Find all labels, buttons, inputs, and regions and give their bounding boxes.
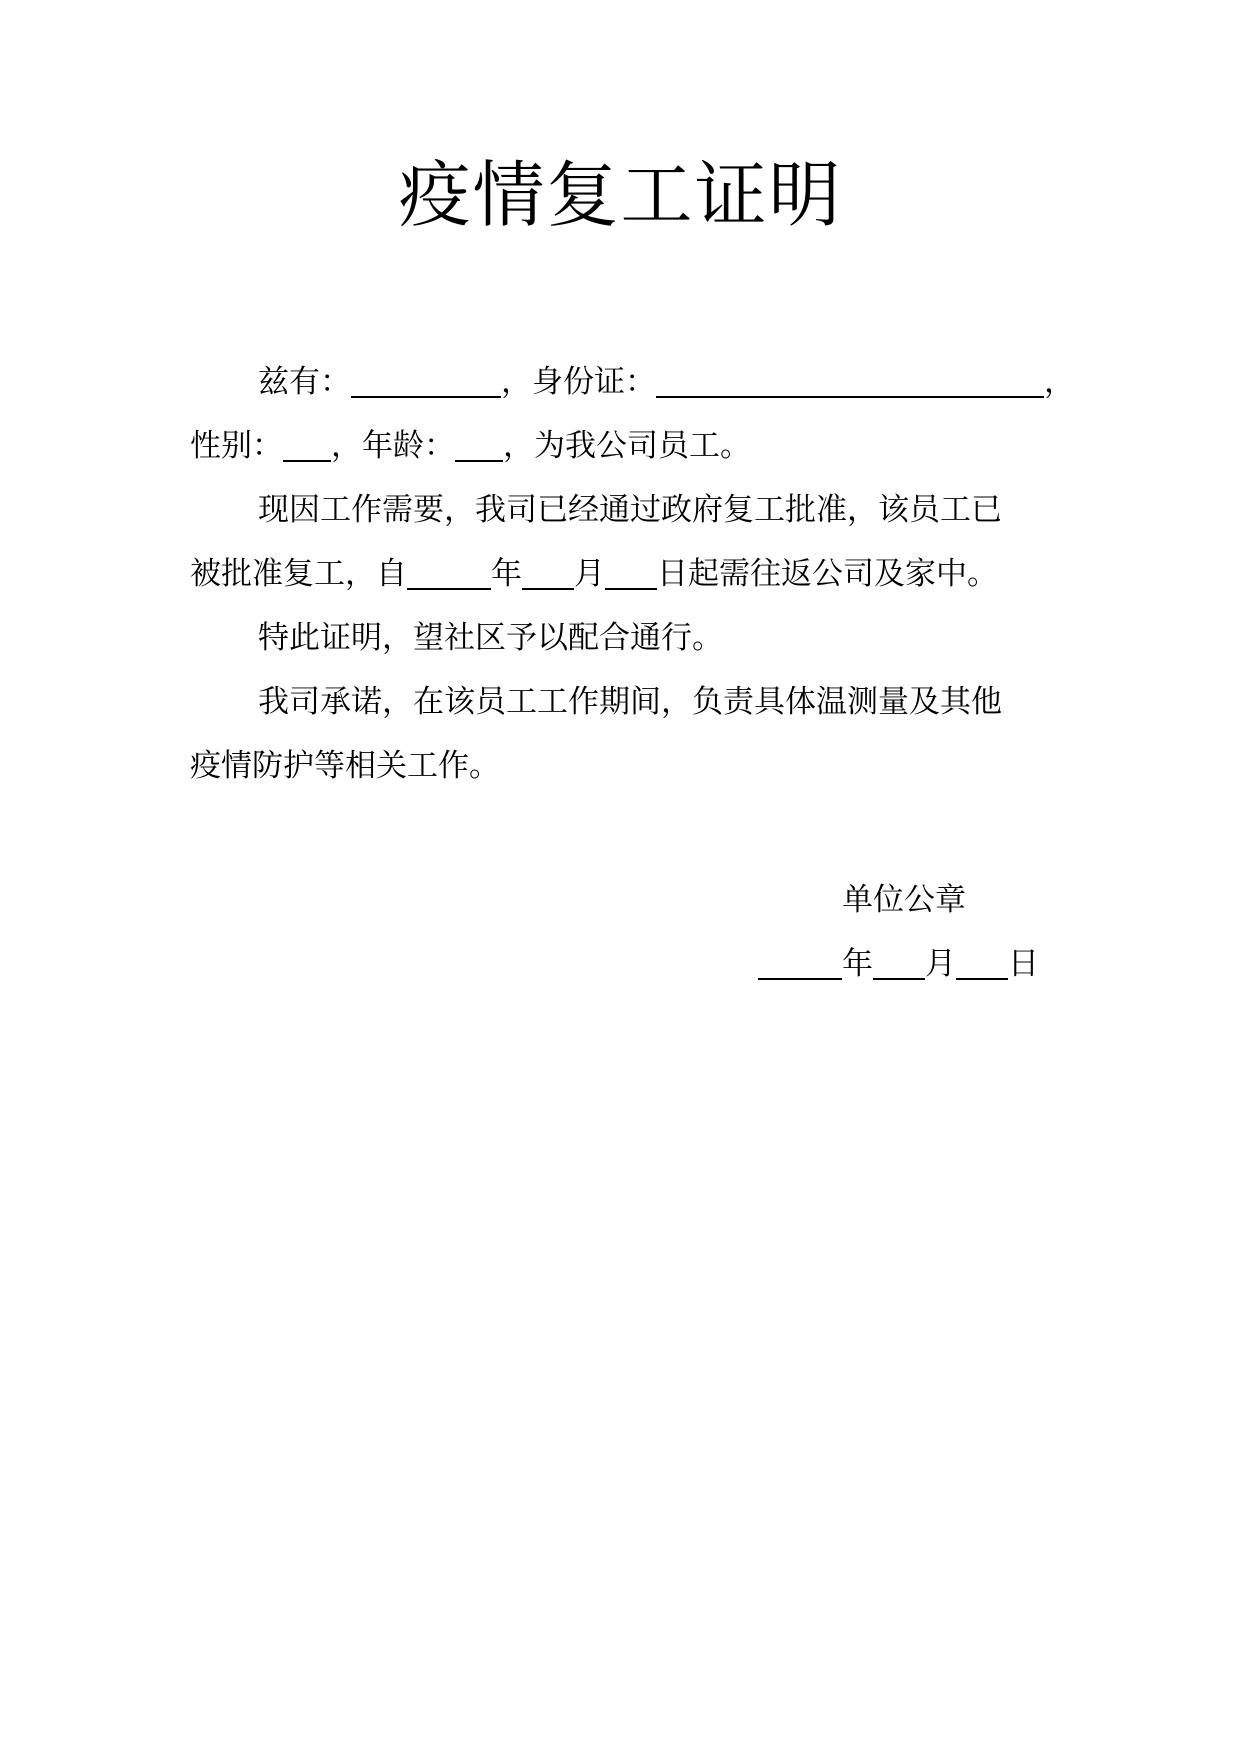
document-title: 疫情复工证明 bbox=[398, 153, 843, 237]
age-blank[interactable] bbox=[455, 424, 503, 462]
id-card-label: ，身份证： bbox=[501, 364, 656, 400]
signature-month-blank[interactable] bbox=[873, 942, 925, 980]
company-seal-label: 单位公章 bbox=[842, 882, 966, 918]
start-year-blank[interactable] bbox=[407, 552, 491, 590]
document-body bbox=[190, 350, 1075, 798]
signature-day-blank[interactable] bbox=[956, 942, 1008, 980]
employee-statement: ，为我公司员工。 bbox=[503, 428, 751, 464]
comma: ， bbox=[1044, 364, 1075, 400]
signature-day-label: 日 bbox=[1008, 946, 1039, 982]
signature-year-label: 年 bbox=[842, 946, 873, 982]
signature-year-blank[interactable] bbox=[758, 942, 842, 980]
paragraph-2-line-1: 现因工作需要，我司已经通过政府复工批准，该员工已 bbox=[258, 492, 1002, 528]
age-label: ，年龄： bbox=[331, 428, 455, 464]
paragraph-4-line-1: 我司承诺，在该员工工作期间，负责具体温测量及其他 bbox=[258, 684, 1002, 720]
year-label: 年 bbox=[491, 556, 522, 592]
gender-label: 性别： bbox=[190, 428, 283, 464]
paragraph-1-line-2 bbox=[190, 414, 1060, 478]
paragraph-1-line-1 bbox=[190, 350, 1075, 414]
commute-text: 日起需往返公司及家中。 bbox=[657, 556, 998, 592]
name-blank[interactable] bbox=[351, 360, 501, 398]
signature-month-label: 月 bbox=[925, 946, 956, 982]
gender-blank[interactable] bbox=[283, 424, 331, 462]
start-month-blank[interactable] bbox=[522, 552, 574, 590]
paragraph-4-line-2: 疫情防护等相关工作。 bbox=[190, 748, 500, 784]
month-label: 月 bbox=[574, 556, 605, 592]
signature-date bbox=[758, 932, 1039, 996]
start-day-blank[interactable] bbox=[605, 552, 657, 590]
paragraph-3: 特此证明，望社区予以配合通行。 bbox=[258, 620, 723, 656]
approval-start-text: 被批准复工，自 bbox=[190, 556, 407, 592]
intro-label: 兹有： bbox=[258, 364, 351, 400]
paragraph-2-line-2 bbox=[190, 542, 1060, 606]
id-card-blank[interactable] bbox=[656, 360, 1044, 398]
